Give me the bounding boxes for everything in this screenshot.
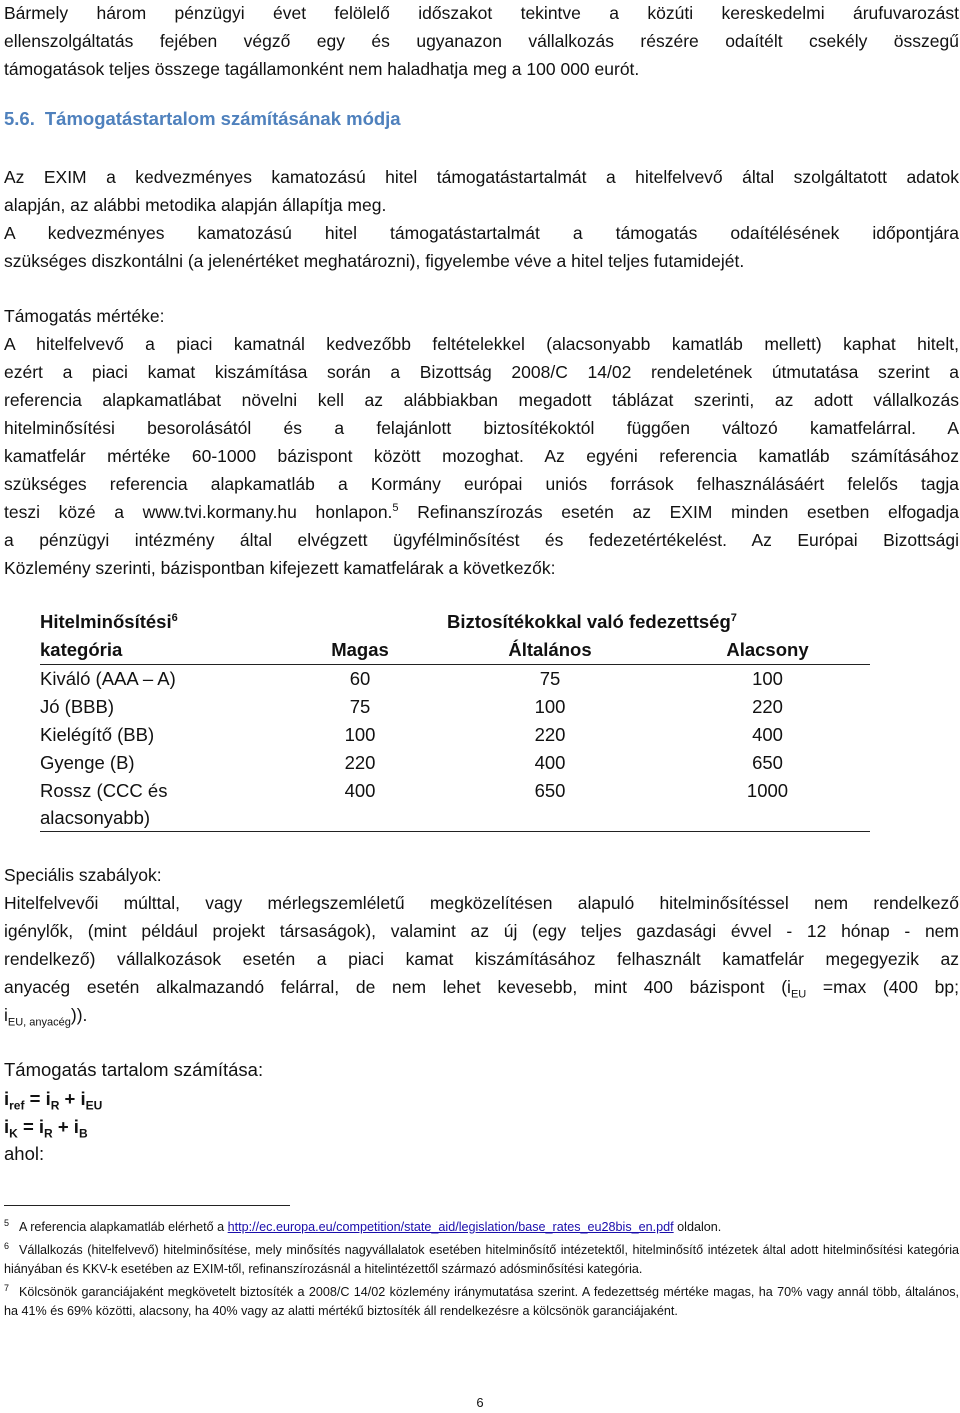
paragraph-label: Speciális szabályok: xyxy=(4,865,162,885)
table-cell: 75 xyxy=(349,696,371,717)
table-cell: 220 xyxy=(344,752,376,773)
footnote-5: $^5$ A referencia alapkamatláb elérhető a http://ec.europa.eu/competition/state_aid/legislation/base_rates_eu28bis_en.pdf oldalon. xyxy=(4,1217,722,1234)
text-line: Hitelfelvevői múlttal, vagy mérlegszemléletű megközelítésen alapuló hitelminősítéssel nem rendelkező xyxy=(4,893,959,913)
text-line: A kedvezményes kamatozású hitel támogatástartalmát a támogatás odaítélésének időpontjára xyxy=(4,223,959,243)
text-line: referencia alapkamatlábat növelni kell az alábbiakban megadott táblázat szerinti, az adott vállalkozás xyxy=(4,390,959,410)
formula-k: $i_K = i_R + i_B$ xyxy=(4,1116,88,1141)
header-cell: Alacsony xyxy=(665,636,870,665)
text-line: Az EXIM a kedvezményes kamatozású hitel támogatástartalmát a hitelfelvevő által szolgáltatott adatok xyxy=(4,167,959,187)
table-cell: Gyenge (B) xyxy=(40,752,135,773)
text-line: hitelminősítési besorolásától és a felajánlott biztosítékoktól függően változó kamatfelárral. A xyxy=(4,418,959,438)
table-header-row xyxy=(40,608,870,636)
base-rates-link[interactable]: http://ec.europa.eu/competition/state_aid/legislation/base_rates_eu28bis_en.pdf xyxy=(227,1220,674,1234)
header-cell: kategória xyxy=(40,636,285,665)
header-cell: Magas xyxy=(285,636,435,665)
table-header-row xyxy=(40,636,870,665)
table-cell: 100 xyxy=(344,724,376,745)
text-line: Közlemény szerinti, bázispontban kifejezett kamatfelárak a következők: xyxy=(4,558,556,578)
text-line: ezért a piaci kamat kiszámítása során a Bizottság 2008/C 14/02 rendeletének útmutatása szerint a xyxy=(4,362,959,382)
table-cell: 1000 xyxy=(665,777,870,832)
header-cell: Hitelminősítési$^6$ xyxy=(40,611,178,632)
text-line xyxy=(4,498,959,526)
table-cell: 75 xyxy=(539,668,561,689)
intro-paragraph xyxy=(4,0,959,83)
spread-table xyxy=(40,608,870,832)
table-row xyxy=(40,749,870,777)
footnote-ref-5[interactable]: 5 xyxy=(392,502,399,515)
header-cell: Biztosítékokkal való fedezettség$^7$ xyxy=(447,611,737,632)
table-cell: 60 xyxy=(349,668,371,689)
footnotes xyxy=(4,1218,959,1325)
methodology-paragraph xyxy=(4,163,959,275)
text-line: szükséges diszkontálni (a jelenértéket meghatározni), figyelembe véve a hitel teljes futamidejét. xyxy=(4,251,745,271)
table-cell: 400 xyxy=(285,777,435,832)
text-line: anyacég esetén alkalmazandó felárral, de nem lehet kevesebb, mint 400 bázispont ($i_{EU} =\max$ (400 bp; xyxy=(4,977,959,1001)
section-heading xyxy=(4,108,401,130)
table-row xyxy=(40,665,870,694)
footnote-divider xyxy=(4,1205,290,1206)
text-line: alapján, az alábbi metodika alapján állapítja meg. xyxy=(4,195,387,215)
table-cell: 400 xyxy=(752,724,783,745)
table-row xyxy=(40,693,870,721)
footnote-ref-6[interactable]: 6 xyxy=(171,611,178,624)
text-line: támogatások teljes összege tagállamonként nem haladhatja meg a 100 000 eurót. xyxy=(4,59,640,79)
footnote-7: $^7$ Kölcsönök garanciájaként megkövetelt biztosíték a 2008/C 14/02 közlemény iránymutatása szerint. A fedezettség mértéke magas, ha 70% vagy annál több, általános, ha 41% és 69% közötti, alacsony, ha 40% vagy az alatti mértékű biztosíték áll rendelkezésre a kölcsönök garanciájaként. xyxy=(4,1282,959,1318)
text-line: a pénzügyi intézmény által elvégzett ügyfélminősítést és fedezetértékelést. Az Európai Bizottsági xyxy=(4,530,959,550)
table-cell: 400 xyxy=(534,752,566,773)
calc-label: Támogatás tartalom számítása: xyxy=(4,1059,264,1080)
where-label: ahol: xyxy=(4,1143,45,1164)
table-cell: 100 xyxy=(752,668,783,689)
special-rules-paragraph xyxy=(4,861,959,1029)
section-number: 5.6. xyxy=(4,108,35,129)
table-row xyxy=(40,721,870,749)
table-cell: 650 xyxy=(752,752,783,773)
text-line: igénylők, (mint például projekt társaságok), valamint az új (egy teljes gazdasági évvel - 12 hónap - nem xyxy=(4,921,959,941)
table-cell: 650 xyxy=(435,777,665,832)
text-line: A hitelfelvevő a piaci kamatnál kedvezőbb feltételekkel (alacsonyabb kamatláb mellett) kaphat hitelt, xyxy=(4,334,959,354)
header-cell xyxy=(285,608,435,636)
text-line: szükséges referencia alapkamatláb a Kormány európai uniós források felhasználásáért felelős tagja xyxy=(4,474,959,494)
table-cell: Rossz (CCC és alacsonyabb) xyxy=(40,777,285,832)
text-line: kamatfelár mértéke 60-1000 bázispont között mozoghat. Az egyéni referencia kamatláb számításához xyxy=(4,446,959,466)
text-line: $i_{EU, anyacég}$)). xyxy=(4,1005,88,1029)
table-cell: Kielégítő (BB) xyxy=(40,724,155,745)
text-line: ellenszolgáltatás fejében végző egy és ugyanazon vállalkozás részére odaítélt csekély összegű xyxy=(4,31,959,51)
formula-ref: $i_{ref} = i_R + i_{EU}$ xyxy=(4,1088,103,1113)
page-number: 6 xyxy=(476,1395,484,1410)
section-title: Támogatástartalom számításának módja xyxy=(44,108,401,129)
header-cell: Általános xyxy=(435,636,665,665)
text-line: rendelkező) vállalkozások esetén a piaci kamat kiszámításához felhasznált kamatfelár megegyezik az xyxy=(4,949,959,969)
support-amount-paragraph xyxy=(4,302,959,582)
table-cell: 220 xyxy=(752,696,783,717)
paragraph-label: Támogatás mértéke: xyxy=(4,306,165,326)
table-cell: Jó (BBB) xyxy=(40,696,115,717)
table-cell: 220 xyxy=(534,724,566,745)
table-row xyxy=(40,777,870,832)
footnote-6: $^6$ Vállalkozás (hitelfelvevő) hitelminősítése, mely minősítés nagyvállalatok esetében hitelminősítő intézetektől, hitelminősítő intézetek által adott hitelminősítési kategória hiányában és KKV-k esetében az EXIM-től, refinanszírozásnál a hitelintézettől származó adósminősítési kategória. xyxy=(4,1240,959,1276)
text-segment: teszi közé a www.tvi.kormany.hu honlapon. xyxy=(4,502,393,522)
text-segment: Refinanszírozás esetén az EXIM minden esetben elfogadja xyxy=(417,502,959,522)
table-cell: Kiváló (AAA – A) xyxy=(40,668,176,689)
table-cell: 100 xyxy=(534,696,566,717)
text-line: Bármely három pénzügyi évet felölelő időszakot tekintve a közúti kereskedelmi árufuvarozást xyxy=(4,3,959,23)
footnote-ref-7[interactable]: 7 xyxy=(730,611,737,624)
